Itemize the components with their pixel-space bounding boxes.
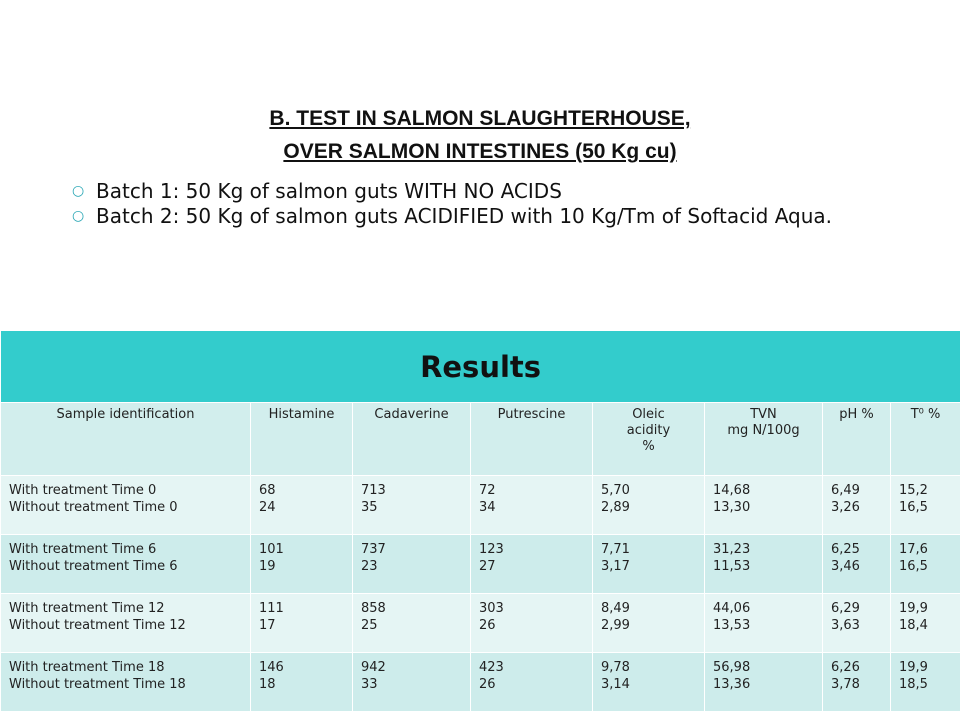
- with-treatment-value: 6,49: [831, 483, 860, 498]
- header-putrescine: [471, 403, 593, 476]
- without-treatment-value: Without treatment Time 0: [9, 500, 178, 515]
- header-label: Histamine: [268, 407, 335, 422]
- cell-temperature: [891, 594, 960, 653]
- with-treatment-value: With treatment Time 12: [9, 601, 165, 616]
- without-treatment-value: 3,46: [831, 559, 860, 574]
- without-treatment-value: 3,26: [831, 500, 860, 515]
- header-label: %: [642, 439, 655, 454]
- header-ph: [823, 403, 891, 476]
- without-treatment-value: Without treatment Time 6: [9, 559, 178, 574]
- cell-temperature: [891, 476, 960, 535]
- cell-histamine: [251, 476, 353, 535]
- with-treatment-value: 713: [361, 483, 386, 498]
- cell-sample: [1, 594, 251, 653]
- with-treatment-value: 101: [259, 542, 284, 557]
- with-treatment-value: 19,9: [899, 660, 928, 675]
- with-treatment-value: With treatment Time 0: [9, 483, 157, 498]
- cell-oleic-acidity: [593, 653, 705, 712]
- header-temperature: [891, 403, 960, 476]
- table-row: [1, 535, 960, 594]
- table-body: [1, 476, 960, 712]
- without-treatment-value: 18,5: [899, 677, 928, 692]
- header-label: Sample identification: [56, 407, 195, 422]
- with-treatment-value: 737: [361, 542, 386, 557]
- cell-ph: [823, 476, 891, 535]
- without-treatment-value: Without treatment Time 18: [9, 677, 186, 692]
- results-table: [0, 330, 960, 712]
- with-treatment-value: 15,2: [899, 483, 928, 498]
- without-treatment-value: 2,89: [601, 500, 630, 515]
- bullet-item: [72, 205, 922, 228]
- with-treatment-value: 7,71: [601, 542, 630, 557]
- cell-putrescine: [471, 476, 593, 535]
- with-treatment-value: 68: [259, 483, 276, 498]
- cell-temperature: [891, 653, 960, 712]
- cell-oleic-acidity: [593, 594, 705, 653]
- with-treatment-value: With treatment Time 18: [9, 660, 165, 675]
- with-treatment-value: With treatment Time 6: [9, 542, 157, 557]
- with-treatment-value: 31,23: [713, 542, 751, 557]
- without-treatment-value: 26: [479, 618, 496, 633]
- cell-histamine: [251, 594, 353, 653]
- without-treatment-value: 23: [361, 559, 378, 574]
- with-treatment-value: 303: [479, 601, 504, 616]
- bullet-item: [72, 180, 922, 203]
- with-treatment-value: 17,6: [899, 542, 928, 557]
- cell-cadaverine: [353, 535, 471, 594]
- table-row: [1, 653, 960, 712]
- slide-title-line-2: OVER SALMON INTESTINES (50 Kg cu): [283, 140, 677, 163]
- table-row: [1, 594, 960, 653]
- header-label: pH %: [839, 407, 874, 422]
- without-treatment-value: 11,53: [713, 559, 751, 574]
- cell-temperature: [891, 535, 960, 594]
- without-treatment-value: 13,30: [713, 500, 751, 515]
- cell-sample: [1, 535, 251, 594]
- cell-histamine: [251, 653, 353, 712]
- header-label: Putrescine: [497, 407, 566, 422]
- cell-tvn: [705, 476, 823, 535]
- with-treatment-value: 72: [479, 483, 496, 498]
- cell-oleic-acidity: [593, 535, 705, 594]
- bullet-list: [72, 180, 922, 230]
- cell-tvn: [705, 594, 823, 653]
- cell-oleic-acidity: [593, 476, 705, 535]
- with-treatment-value: 5,70: [601, 483, 630, 498]
- with-treatment-value: 858: [361, 601, 386, 616]
- cell-tvn: [705, 653, 823, 712]
- header-label: T⁰ %: [910, 407, 941, 422]
- with-treatment-value: 19,9: [899, 601, 928, 616]
- header-histamine: [251, 403, 353, 476]
- table-header-row: [1, 403, 960, 476]
- header-oleic-acidity: [593, 403, 705, 476]
- without-treatment-value: 27: [479, 559, 496, 574]
- header-label: TVN: [750, 407, 777, 422]
- with-treatment-value: 6,29: [831, 601, 860, 616]
- cell-histamine: [251, 535, 353, 594]
- cell-ph: [823, 653, 891, 712]
- cell-cadaverine: [353, 653, 471, 712]
- without-treatment-value: 18: [259, 677, 276, 692]
- without-treatment-value: 24: [259, 500, 276, 515]
- without-treatment-value: 16,5: [899, 559, 928, 574]
- without-treatment-value: 3,17: [601, 559, 630, 574]
- without-treatment-value: 19: [259, 559, 276, 574]
- with-treatment-value: 56,98: [713, 660, 751, 675]
- table-row: [1, 476, 960, 535]
- with-treatment-value: 423: [479, 660, 504, 675]
- without-treatment-value: 3,14: [601, 677, 630, 692]
- header-label: acidity: [626, 423, 671, 438]
- header-sample-identification: [1, 403, 251, 476]
- without-treatment-value: 3,63: [831, 618, 860, 633]
- header-label: Cadaverine: [374, 407, 449, 422]
- circle-bullet-icon: ○: [72, 183, 85, 199]
- with-treatment-value: 8,49: [601, 601, 630, 616]
- without-treatment-value: 17: [259, 618, 276, 633]
- without-treatment-value: 3,78: [831, 677, 860, 692]
- without-treatment-value: 16,5: [899, 500, 928, 515]
- without-treatment-value: 18,4: [899, 618, 928, 633]
- cell-sample: [1, 476, 251, 535]
- slide-title-line-1: B. TEST IN SALMON SLAUGHTERHOUSE,: [269, 107, 691, 130]
- header-cadaverine: [353, 403, 471, 476]
- with-treatment-value: 123: [479, 542, 504, 557]
- with-treatment-value: 111: [259, 601, 284, 616]
- without-treatment-value: 35: [361, 500, 378, 515]
- cell-ph: [823, 535, 891, 594]
- with-treatment-value: 146: [259, 660, 284, 675]
- with-treatment-value: 14,68: [713, 483, 751, 498]
- cell-putrescine: [471, 594, 593, 653]
- header-label: mg N/100g: [727, 423, 800, 438]
- without-treatment-value: 2,99: [601, 618, 630, 633]
- circle-bullet-icon: ○: [72, 208, 85, 224]
- results-title: Results: [1, 331, 960, 403]
- cell-putrescine: [471, 535, 593, 594]
- without-treatment-value: 13,53: [713, 618, 751, 633]
- without-treatment-value: 26: [479, 677, 496, 692]
- cell-tvn: [705, 535, 823, 594]
- with-treatment-value: 942: [361, 660, 386, 675]
- without-treatment-value: 34: [479, 500, 496, 515]
- cell-ph: [823, 594, 891, 653]
- without-treatment-value: 33: [361, 677, 378, 692]
- header-label: Oleic: [632, 407, 665, 422]
- bullet-text: Batch 2: 50 Kg of salmon guts ACIDIFIED with 10 Kg/Tm of Softacid Aqua.: [96, 204, 833, 228]
- without-treatment-value: 13,36: [713, 677, 751, 692]
- cell-cadaverine: [353, 476, 471, 535]
- with-treatment-value: 44,06: [713, 601, 751, 616]
- cell-cadaverine: [353, 594, 471, 653]
- with-treatment-value: 6,25: [831, 542, 860, 557]
- cell-putrescine: [471, 653, 593, 712]
- without-treatment-value: Without treatment Time 12: [9, 618, 186, 633]
- with-treatment-value: 9,78: [601, 660, 630, 675]
- cell-sample: [1, 653, 251, 712]
- bullet-text: Batch 1: 50 Kg of salmon guts WITH NO ACIDS: [96, 179, 562, 203]
- with-treatment-value: 6,26: [831, 660, 860, 675]
- header-tvn: [705, 403, 823, 476]
- without-treatment-value: 25: [361, 618, 378, 633]
